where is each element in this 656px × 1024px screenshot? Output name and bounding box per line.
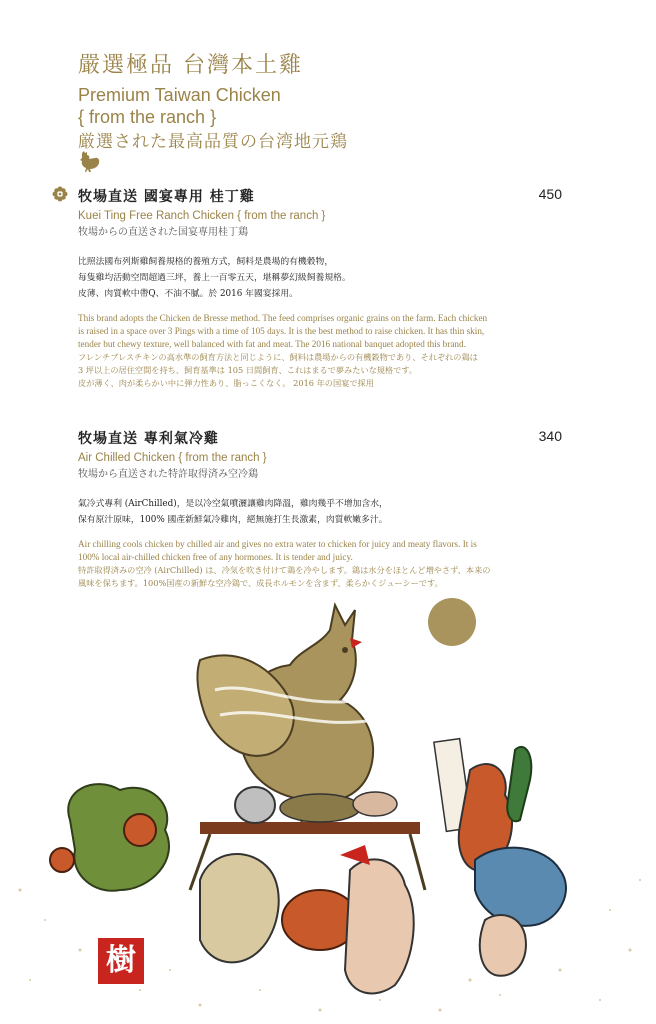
item-description-en: Air chilling cools chicken by chilled air and gives no extra water to chicken for juicy and meaty flavors. It is 100% local air-chilled chicken free of any hormones. It is tender and juicy. [78, 539, 477, 562]
vegetable-bearer-left [50, 784, 169, 891]
header-title-jp: 厳選された最高品質の台湾地元鶏 [78, 132, 348, 152]
item-description-jp: 特許取得済みの空冷 (AirChilled) は、冷気を吹き付けて鶏を冷やします。鶏は水分をほとんど増やさず、本来の 風味を保ちます。100%国産の新鮮な空冷鶏で、成長ホルモンを含まず、柔らかくジューシーです。 [78, 565, 491, 588]
chicken-icon [78, 150, 102, 174]
menu-header [78, 52, 578, 154]
procession-figures-right [434, 739, 566, 976]
item-subtitle-jp: 牧場からの直送された国宴専用桂丁鶏 [78, 227, 248, 238]
procession-figures-center [200, 845, 414, 993]
item-description-zh: 氣冷式專利 (AirChilled)，是以冷空氣噴灑讓雞肉降溫，雞肉幾乎不增加含水， 保有原汁原味，100% 國產新鮮氣冷雞肉，絕無施打生長激素，肉質軟嫩多汁。 [78, 499, 388, 525]
item-subtitle-en: Kuei Ting Free Ranch Chicken { from the ranch } [78, 210, 326, 222]
header-title-en-sub: { from the ranch } [78, 107, 217, 127]
item-title: 牧場直送 國宴專用 桂丁雞 [78, 189, 255, 205]
item-price: 450 [538, 186, 562, 202]
item-description-en: This brand adopts the Chicken de Bresse method. The feed comprises organic grains on the farm. Each chicken is raised in a space over 3 Pings with a time of 105 days. It is the best method to raise chicken. It has thin skin, tender but chewy texture, well balanced with fat and meat. The 2016 national banquet adopted this brand. [78, 313, 488, 349]
item-subtitle-jp: 牧場から直送された特許取得済み空冷鶏 [78, 469, 258, 480]
item-title: 牧場直送 專利氣冷雞 [78, 431, 219, 447]
menu-item-air-chilled [78, 428, 564, 590]
rooster-figure [198, 605, 375, 830]
header-title-en: Premium Taiwan Chicken [78, 85, 281, 105]
item-description-zh: 比照法國布列斯雞飼養規格的養殖方式，飼料是農場的有機穀物， 每隻雞均活動空間超過三坪，養上一百零五天，堪稱夢幻級飼養規格。 皮薄、肉質軟中帶Q、不油不膩。於 2016 年國宴採用。 [78, 257, 351, 299]
menu-item-kuei-ting [78, 186, 564, 390]
flower-icon [52, 186, 68, 202]
item-subtitle-en: Air Chilled Chicken { from the ranch } [78, 452, 267, 464]
restaurant-seal-stamp: 樹 [98, 938, 144, 984]
item-price: 340 [538, 428, 562, 444]
item-description-jp: フレンチブレスチキンの高水準の飼育方法と同じように、飼料は農場からの有機穀物であり、それぞれの鶏は 3 坪以上の居住空間を持ち、飼育基準は 105 日間飼育、これはまるで夢みたいな規格です。 皮が薄く、肉が柔らかい中に弾力性あり、脂っこくなく。 2016 年の国宴で採用 [78, 352, 478, 388]
header-title-zh: 嚴選極品 台灣本土雞 [78, 53, 303, 78]
